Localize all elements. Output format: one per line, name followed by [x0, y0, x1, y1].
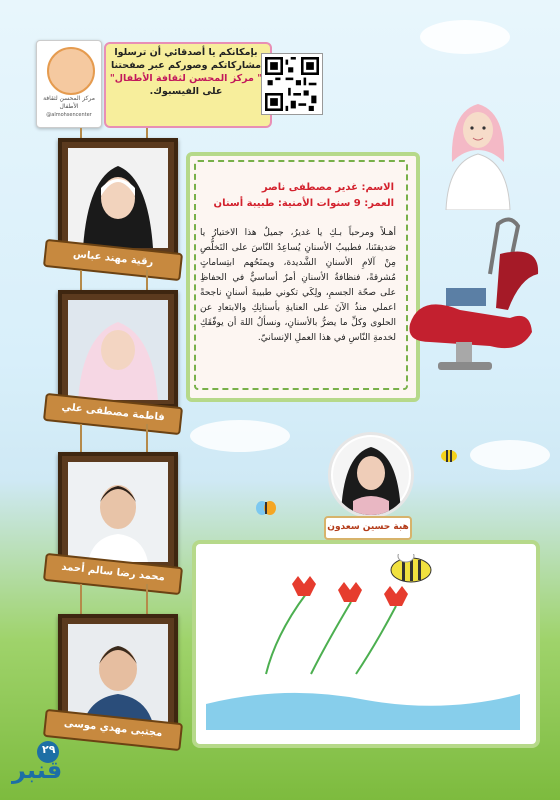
qr-code-icon[interactable] [262, 54, 322, 114]
profile-body-text: أهـلاً ومرحباً بـكِ يا غديرُ، جميلٌ هذا الاختيارُ يا صَديقتَنا، فطبيبُ الأسنانِ يُساعِدُ النّاسَ على التَخلُّصِ مِنْ آلامِ الأسنانِ الشَّديدة، ويمنَحُهم ابتِساماتٍ مُشرقةً، فنظافةُ الأسنانِ أمرٌ أساسيٌّ في الحفاظِ على صحّة الجسمِ، ولِكَي تكوني طبيبةَ أسنانٍ ناجحةً اعملي منذُ الآنَ على العنايةِ بأسنانِكِ والابتعادِ عن الحلوى وكلِّ ما يضرُّ بالأسنانِ، ونسألُ اللهَ أن يوفّقَكِ لخدمةِ النّاسِ في هذا العملِ الإنسانيّ. [200, 228, 396, 343]
child-photo [68, 148, 168, 248]
child-nameplate: فاطمة مصطفى علي [43, 393, 183, 435]
child-photo [68, 462, 168, 562]
child-photo [68, 624, 168, 724]
profile-name: الاسم: غدير مصطفى ناصر [261, 182, 394, 193]
rope [146, 584, 148, 616]
artist-photo [328, 432, 414, 518]
message-line: مشاركاتكم وصوركم عبر صفحتنا [110, 60, 262, 71]
child-photo [68, 300, 168, 400]
message-line: على الفيسبوك. [149, 86, 223, 97]
rope [80, 270, 82, 292]
photo-frame [58, 290, 178, 408]
photo-frame [58, 138, 178, 256]
child-nameplate: محمد رضا سالم أحمد [43, 553, 183, 595]
logo-icon [47, 47, 95, 95]
cloud [190, 420, 290, 452]
bee-icon [438, 446, 460, 464]
child-nameplate: رقية مهند عباس [43, 239, 183, 281]
rope [80, 424, 82, 454]
dental-chair-illustration [390, 214, 546, 374]
cloud [420, 20, 510, 54]
message-line: بإمكانكم يا أصدقائي أن ترسلوا [114, 47, 258, 58]
artist-name: هبة حسين سعدون [324, 516, 412, 540]
child-nameplate: مجتبى مهدي موسى [43, 709, 183, 751]
rope [146, 424, 148, 454]
photo-frame [58, 452, 178, 570]
child-drawing [206, 554, 520, 730]
logo-caption: مركز المحسن لثقافة الأطفال @almohsencenter [43, 95, 95, 118]
rope [146, 270, 148, 292]
butterfly-icon [256, 500, 276, 516]
rope [80, 584, 82, 616]
message-text [106, 46, 266, 98]
cloud [470, 440, 550, 470]
brand-logo: قنبر [12, 756, 63, 784]
message-line: " مركز المحسن لثقافة الأطفال" [109, 73, 263, 84]
profile-age-wish: العمر: 9 سنوات الأمنية: طبيبة أسنان [213, 198, 394, 209]
doctor-girl-illustration [438, 92, 518, 210]
page-number: ٢٩ [42, 743, 56, 756]
logo-card [36, 40, 102, 128]
